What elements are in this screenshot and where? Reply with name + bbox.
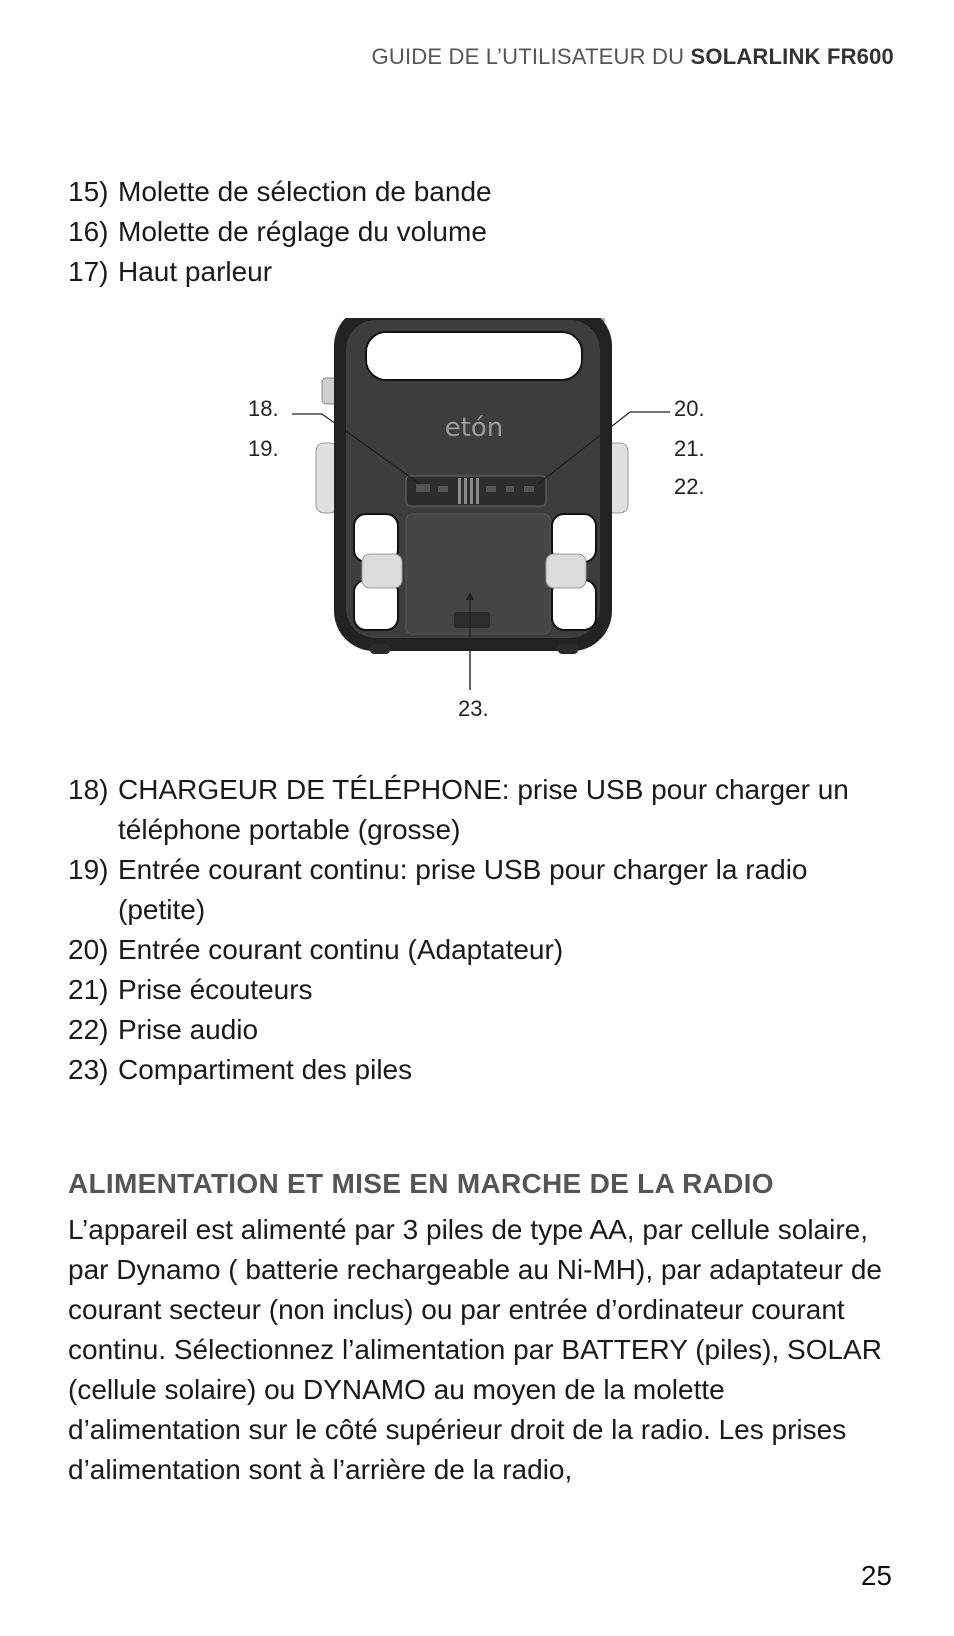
callout-18: 18.	[248, 396, 279, 421]
item-text: Haut parleur	[118, 256, 273, 287]
list-item	[68, 770, 858, 850]
left-crank-icon	[362, 554, 402, 588]
page-number: 25	[860, 1560, 892, 1591]
dc-adapter-port-icon	[486, 486, 496, 492]
item-number: 17)	[68, 256, 109, 287]
callout-21: 21.	[674, 436, 705, 461]
item-number: 19)	[68, 854, 109, 885]
list-item	[68, 1010, 858, 1050]
item-number: 15)	[68, 176, 109, 207]
item-number: 22)	[68, 1014, 109, 1045]
list-item	[68, 970, 858, 1010]
earphone-port-icon	[506, 486, 514, 492]
list-item	[68, 212, 492, 252]
item-number: 23)	[68, 1054, 109, 1085]
callout-22: 22.	[674, 474, 705, 499]
eton-logo: etón	[444, 413, 504, 443]
audio-port-icon	[524, 486, 534, 492]
callout-20: 20.	[674, 396, 705, 421]
item-number: 20)	[68, 934, 109, 965]
parts-list-top	[68, 172, 492, 292]
item-text: Entrée courant continu (Adaptateur)	[118, 934, 564, 965]
item-number: 21)	[68, 974, 109, 1005]
item-text: Molette de réglage du volume	[118, 216, 487, 247]
running-header	[372, 44, 894, 70]
item-text: Molette de sélection de bande	[118, 176, 492, 207]
list-item	[68, 172, 492, 212]
item-text: Entrée courant continu: prise USB pour charger la radio (petite)	[118, 854, 808, 925]
item-text: Prise audio	[118, 1014, 259, 1045]
header-prefix: GUIDE DE L’UTILISATEUR DU	[371, 44, 691, 69]
section-heading: ALIMENTATION ET MISE EN MARCHE DE LA RADIO	[68, 1168, 774, 1199]
list-item	[68, 930, 858, 970]
header-brand: SOLARLINK FR600	[690, 44, 894, 69]
radio-back-view-icon	[250, 318, 750, 758]
item-text: Compartiment des piles	[118, 1054, 413, 1085]
item-number: 18)	[68, 774, 109, 805]
callout-23: 23.	[458, 696, 489, 721]
section-body: L’appareil est alimenté par 3 piles de type AA, par cellule solaire, par Dynamo ( batterie rechargeable au Ni-MH), par adaptateur de courant secteur (non inclus) ou par entrée d’ordinateur courant continu. Sélectionnez l’alimentation par BATTERY (piles), SOLAR (cellule solaire) ou DYNAMO au moyen de la molette d’alimentation sur le côté supérieur droit de la radio. Les prises d’alimentation sont à l’arrière de la radio,	[68, 1214, 882, 1485]
right-crank-icon	[546, 554, 586, 588]
item-text: Prise écouteurs	[118, 974, 313, 1005]
callout-19: 19.	[248, 436, 279, 461]
radio-back-figure	[250, 318, 750, 758]
parts-list-bottom	[68, 770, 858, 1090]
list-item	[68, 1050, 858, 1090]
list-item	[68, 850, 858, 930]
item-number: 16)	[68, 216, 109, 247]
handle-opening-icon	[366, 332, 582, 380]
usb-dc-port-icon	[438, 486, 448, 492]
usb-phone-port-icon	[416, 484, 430, 492]
item-text: CHARGEUR DE TÉLÉPHONE: prise USB pour charger un téléphone portable (grosse)	[118, 774, 849, 845]
list-item	[68, 252, 492, 292]
battery-latch-icon	[454, 612, 490, 628]
